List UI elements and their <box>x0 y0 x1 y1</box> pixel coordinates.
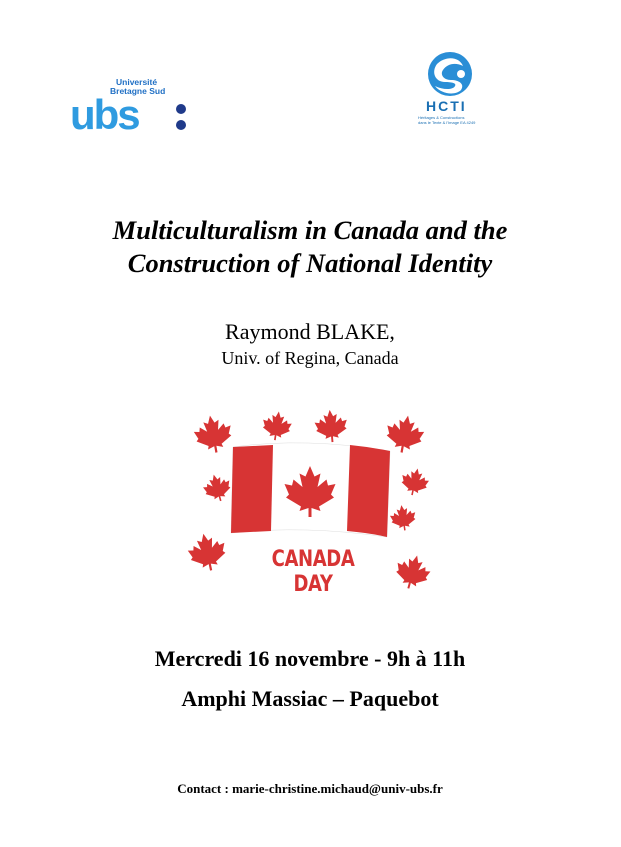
canada-day-caption: CANADA DAY <box>271 547 355 597</box>
hcti-emblem-icon <box>425 50 475 98</box>
event-location: Amphi Massiac – Paquebot <box>181 686 439 711</box>
event-title-line1: Multiculturalism in Canada and the <box>112 215 508 245</box>
ubs-logo <box>68 76 194 138</box>
hcti-wordmark: HCTI <box>426 98 467 114</box>
ubs-wordmark: ubs <box>70 91 139 138</box>
ubs-logo-line1: Université <box>116 77 158 87</box>
ubs-logo-line2: Bretagne Sud <box>110 86 166 96</box>
speaker-affiliation: Univ. of Regina, Canada <box>221 348 399 368</box>
hcti-logo <box>410 50 490 134</box>
event-title <box>60 214 560 280</box>
event-title-line2: Construction of National Identity <box>127 248 493 278</box>
event-date-time: Mercredi 16 novembre - 9h à 11h <box>154 646 466 671</box>
hcti-subtitle-line2: dans le Texte & l'Image EA 4249 <box>418 119 476 125</box>
hcti-subtitle-line1: Héritages & Constructions <box>418 115 465 120</box>
ubs-colon-icon <box>176 100 188 136</box>
speaker-name: Raymond BLAKE, <box>225 319 395 344</box>
hcti-subtitle <box>418 116 484 125</box>
contact-email: Contact : marie-christine.michaud@univ-ubs.fr <box>177 781 443 796</box>
canada-day-artwork <box>185 405 435 595</box>
